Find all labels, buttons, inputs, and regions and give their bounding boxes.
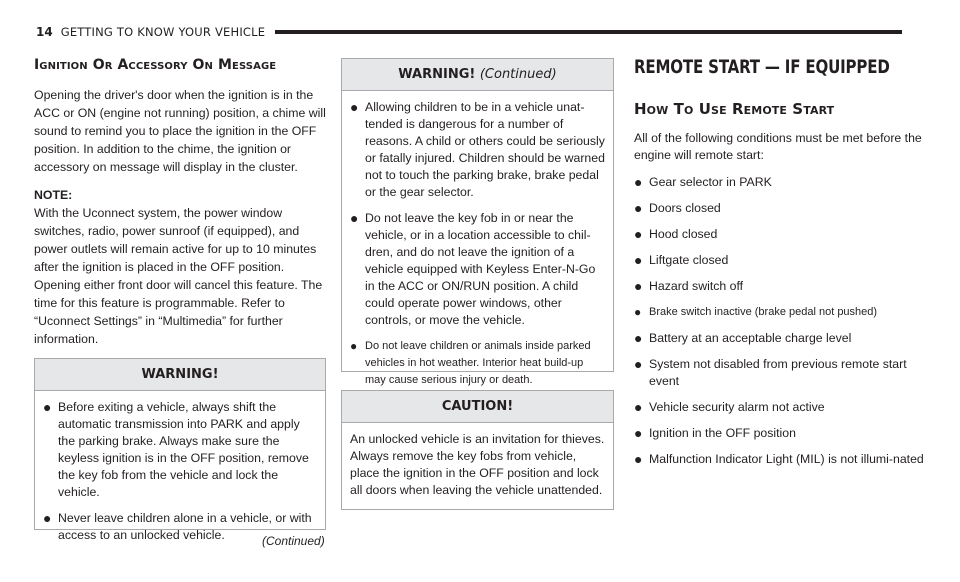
continued-label: (Continued) (262, 534, 325, 548)
bullet-icon: ● (634, 399, 643, 415)
list-item: ● Liftgate closed (634, 252, 729, 268)
list-item: ● Before exiting a vehicle, always shift the automatic transmission into PARK and apply the parking brake. Always make sure the keyless ignition is in the OFF position, remove the key fob from the vehicle and lock the vehicle. (43, 399, 309, 499)
list-item: ● Vehicle security alarm not active (634, 399, 825, 415)
list-item: ● System not disabled from previous remote start event (634, 356, 907, 388)
list-item: ● Malfunction Indicator Light (MIL) is not illumi-nated (634, 451, 924, 467)
list-item: ● Battery at an acceptable charge level (634, 330, 852, 346)
bullet-icon: ● (634, 200, 643, 216)
bullet-icon: ● (43, 510, 52, 526)
warning-box-continued (341, 58, 614, 386)
ignition-message-paragraph: Opening the driver's door when the ignition is in the ACC or ON (engine not running) position, a chime will sound to remind you to place the ignition in the OFF position. In addition to the chime, the ignition or accessory on message will display in the cluster. (34, 88, 326, 174)
list-item: ● Hood closed (634, 226, 718, 242)
bullet-icon: ● (634, 356, 643, 372)
list-item: ● Doors closed (634, 200, 721, 216)
list-item: ● Brake switch inactive (brake pedal not pushed) (634, 305, 878, 319)
caution-text: An unlocked vehicle is an invitation for thieves. Always remove the key fobs from vehicle, place the ignition in the OFF position and lock all doors when leaving the vehicle unattended. (350, 432, 605, 497)
bullet-icon: ● (634, 226, 643, 242)
bullet-icon: ● (634, 451, 643, 467)
note-text: With the Uconnect system, the power window switches, radio, power sunroof (if equipped), and power outlets will remain active for up to 10 minutes after the ignition is placed in the OFF position. Opening either front door will cancel this feature. The time for this feature is programmable. Refer to “Uconnect Settings” in “Multimedia” for further information. (34, 206, 323, 346)
list-item: ● Allowing children to be in a vehicle unat-tended is dangerous for a number of reasons. A child or others could be seriously or fatally injured. Children should be warned not to touch the parking brake, brake pedal or the gear selector. (350, 99, 605, 199)
conditions-list (634, 174, 924, 468)
bullet-icon: ● (350, 210, 359, 226)
how-to-use-heading: How To Use Remote Start (634, 100, 835, 118)
bullet-icon: ● (634, 174, 643, 190)
bullet-icon: ● (634, 278, 643, 294)
column-right (634, 56, 924, 477)
caution-box (341, 390, 614, 510)
list-item: ● Do not leave the key fob in or near the vehicle, or in a location accessible to chil-dren, and do not leave the ignition of a vehicle equipped with Keyless Enter-N-Go in the ACC or ON/RUN position. A child could operate power windows, other controls, or move the vehicle. (350, 210, 596, 327)
note-label: NOTE: (34, 188, 73, 202)
list-item: ● Gear selector in PARK (634, 174, 772, 190)
warning-continued-title: WARNING! (Continued) (342, 59, 613, 91)
list-item: ● Hazard switch off (634, 278, 744, 294)
bullet-icon: ● (634, 425, 643, 441)
bullet-icon: ● (350, 339, 358, 353)
bullet-icon: ● (634, 330, 643, 346)
list-item: ● Do not leave children or animals inside parked vehicles in hot weather. Interior heat build-up may cause serious injury or death. (350, 338, 605, 389)
page-number: 14 (36, 25, 53, 39)
column-left (34, 56, 328, 358)
list-item: ● Ignition in the OFF position (634, 425, 796, 441)
bullet-icon: ● (350, 99, 359, 115)
bullet-icon: ● (634, 252, 643, 268)
remote-start-intro: All of the following conditions must be met before the engine will remote start: (634, 131, 922, 162)
list-item: ● Never leave children alone in a vehicle, or with access to an unlocked vehicle. (43, 510, 312, 542)
warning-title: WARNING! (35, 359, 325, 391)
ignition-message-heading: Ignition Or Accessory On Message (34, 57, 277, 73)
bullet-icon: ● (43, 399, 52, 415)
bullet-icon: ● (634, 305, 642, 319)
page-header (36, 22, 902, 42)
remote-start-title: REMOTE START — IF EQUIPPED (634, 56, 890, 78)
section-title: GETTING TO KNOW YOUR VEHICLE (60, 25, 266, 39)
header-rule (275, 30, 902, 34)
caution-title: CAUTION! (342, 391, 613, 423)
